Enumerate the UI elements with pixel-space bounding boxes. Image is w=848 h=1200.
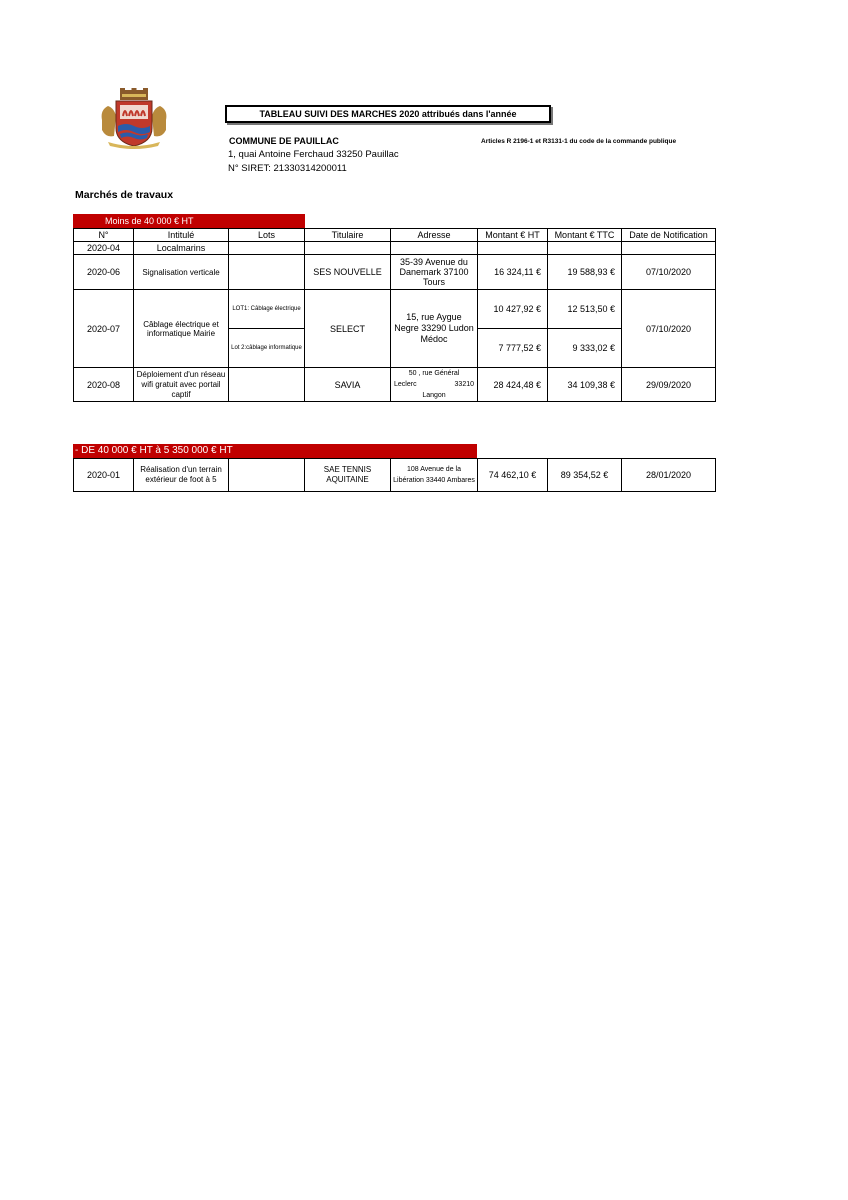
- cell-montant-ht: 74 462,10 €: [478, 459, 548, 492]
- adresse-line: Langon: [422, 392, 446, 399]
- table-row: [74, 368, 716, 402]
- cell-titulaire: SAE TENNIS AQUITAINE: [305, 459, 391, 492]
- col-header-intitule: Intitulé: [134, 229, 229, 242]
- cell-num: 2020-01: [74, 459, 134, 492]
- cell-intitule: Réalisation d'un terrain extérieur de foot à 5: [134, 459, 229, 492]
- cell-titulaire: SAVIA: [305, 368, 391, 402]
- cell-intitule: Signalisation verticale: [134, 255, 229, 290]
- cell-date: 07/10/2020: [622, 290, 716, 368]
- town-crest-logo: [98, 86, 170, 150]
- cell-lot-1: LOT1: Câblage électrique: [229, 290, 305, 329]
- table-row: [74, 459, 716, 492]
- contracts-table-high: [73, 458, 716, 492]
- adresse-street: Leclerc: [394, 381, 417, 388]
- cell-date: 28/01/2020: [622, 459, 716, 492]
- commune-name: COMMUNE DE PAUILLAC: [229, 136, 339, 146]
- cell-titulaire: SES NOUVELLE: [305, 255, 391, 290]
- cell-adresse: 15, rue Aygue Negre 33290 Ludon Médoc: [391, 290, 478, 368]
- cell-montant-ttc-lot1: 12 513,50 €: [548, 290, 622, 329]
- cell-date: 07/10/2020: [622, 255, 716, 290]
- table-row: [74, 290, 716, 329]
- cell-intitule: Câblage électrique et informatique Mairie: [134, 290, 229, 368]
- table-row: [74, 255, 716, 290]
- col-header-date: Date de Notification: [622, 229, 716, 242]
- cell-montant-ttc-lot2: 9 333,02 €: [548, 329, 622, 368]
- cell-num: 2020-08: [74, 368, 134, 402]
- cell-adresse: 35-39 Avenue du Danemark 37100 Tours: [391, 255, 478, 290]
- document-title: TABLEAU SUIVI DES MARCHES 2020 attribués dans l'année: [225, 105, 551, 123]
- cell-montant-ht-lot1: 10 427,92 €: [478, 290, 548, 329]
- cell-date: 29/09/2020: [622, 368, 716, 402]
- cell-intitule: Déploiement d'un réseau wifi gratuit avec portail captif: [134, 368, 229, 402]
- col-header-lots: Lots: [229, 229, 305, 242]
- cell-lot-2: Lot 2:câblage informatique: [229, 329, 305, 368]
- cell-num: 2020-04: [74, 242, 134, 255]
- cell-adresse: [391, 368, 478, 402]
- cell-montant-ttc: 89 354,52 €: [548, 459, 622, 492]
- cell-intitule: Localmarins: [134, 242, 229, 255]
- cell-montant-ht: 28 424,48 €: [478, 368, 548, 402]
- col-header-montant-ht: Montant € HT: [478, 229, 548, 242]
- cell-montant-ttc: 19 588,93 €: [548, 255, 622, 290]
- adresse-line: [394, 379, 474, 390]
- threshold-band-high: - DE 40 000 € HT à 5 350 000 € HT: [73, 444, 477, 458]
- commune-address: 1, quai Antoine Ferchaud 33250 Pauillac: [228, 149, 399, 160]
- col-header-titulaire: Titulaire: [305, 229, 391, 242]
- cell-num: 2020-06: [74, 255, 134, 290]
- cell-num: 2020-07: [74, 290, 134, 368]
- cell-adresse: 108 Avenue de la Libération 33440 Ambares: [391, 459, 478, 492]
- col-header-adresse: Adresse: [391, 229, 478, 242]
- cell-montant-ht-lot2: 7 777,52 €: [478, 329, 548, 368]
- adresse-postcode: 33210: [454, 381, 474, 388]
- adresse-line: 50 , rue Général: [408, 370, 460, 377]
- cell-montant-ttc: 34 109,38 €: [548, 368, 622, 402]
- threshold-band-low: Moins de 40 000 € HT: [73, 214, 305, 228]
- legal-articles: Articles R 2196-1 et R3131-1 du code de la commande publique: [481, 138, 677, 145]
- commune-siret: N° SIRET: 21330314200011: [228, 163, 347, 174]
- contracts-table-low: [73, 228, 716, 402]
- table-header-row: [74, 229, 716, 242]
- cell-montant-ht: 16 324,11 €: [478, 255, 548, 290]
- cell-titulaire: SELECT: [305, 290, 391, 368]
- col-header-montant-ttc: Montant € TTC: [548, 229, 622, 242]
- table-row: [74, 242, 716, 255]
- col-header-num: N°: [74, 229, 134, 242]
- section-title: Marchés de travaux: [75, 189, 174, 201]
